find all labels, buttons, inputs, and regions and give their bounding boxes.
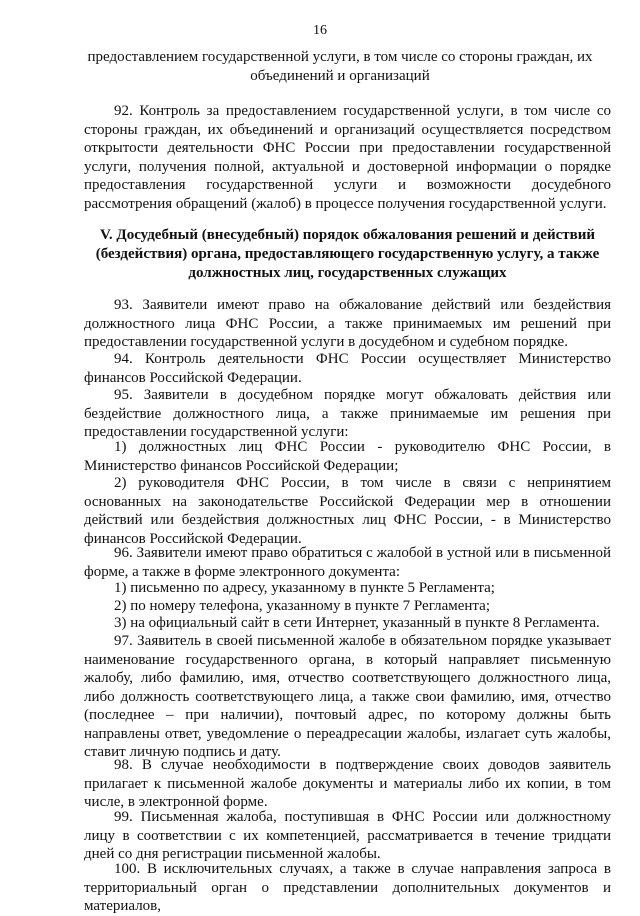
paragraph-95-item-2: 2) руководителя ФНС России, в том числе в связи с непринятием основанных на законодательстве Российской Федерации мер в отношении действий или бездействия должностных лиц ФНС России, - в Министерство финансов Российской Федерации. [84,475,611,547]
paragraph-94: 94. Контроль деятельности ФНС России осуществляет Министерство финансов Российской Федерации. [84,351,611,386]
paragraph-100: 100. В исключительных случаях, а также в случае направления запроса в территориальный орган о представлении дополнительных документов и материалов, [84,861,611,914]
continuation-line: объединений и организаций [250,67,430,84]
section-title-line: V. Досудебный (внесудебный) порядок обжалования решений и действий [99,227,595,243]
paragraph-93: 93. Заявители имеют право на обжалование действий или бездействия должностного лица ФНС России, а также принимаемых им решений при предоставлении государственной услуги в досудебном и судебном порядке. [84,297,611,350]
paragraph-99: 99. Письменная жалоба, поступившая в ФНС России или должностному лицу в соответствии с их компетенцией, рассматривается в течение тридцати дней со дня регистрации письменной жалобы. [84,809,611,862]
page-number: 16 [313,23,327,38]
paragraph-95: 95. Заявители в досудебном порядке могут обжаловать действия или бездействие должностного лица, а также принимаемые им решения при предоставлении государственной услуги: [84,387,611,440]
section-title-line: (бездействия) органа, предоставляющего государственную услугу, а также [95,246,600,262]
paragraph-96-item-3: 3) на официальный сайт в сети Интернет, указанный в пункте 8 Регламента. [114,615,600,631]
paragraph-96-item-1: 1) письменно по адресу, указанному в пункте 5 Регламента; [114,580,495,596]
paragraph-96: 96. Заявители имеют право обратиться с жалобой в устной или в письменной форме, а также в форме электронного документа: [84,545,611,580]
section-title-line: должностных лиц, государственных служащих [188,265,507,281]
paragraph-97: 97. Заявитель в своей письменной жалобе в обязательном порядке указывает наименование государственного органа, в который направляет письменную жалобу, либо фамилию, имя, отчество соответствующего должностного лица, либо должность соответствующего лица, а также свои фамилию, имя, отчество (последнее – при наличии), почтовый адрес, по которому должны быть направлены ответ, уведомление о переадресации жалобы, излагает суть жалобы, ставит личную подпись и дату. [84,633,611,760]
continuation-line: предоставлением государственной услуги, в том числе со стороны граждан, их [87,49,593,65]
paragraph-98: 98. В случае необходимости в подтверждение своих доводов заявитель прилагает к письменной жалобе документы и материалы либо их копии, в том числе, в электронной форме. [84,757,611,810]
section-title [84,226,611,283]
continuation-heading [60,48,620,85]
paragraph-95-item-1: 1) должностных лиц ФНС России - руководителю ФНС России, в Министерство финансов Российской Федерации; [84,439,611,474]
paragraph-96-item-2: 2) по номеру телефона, указанному в пункте 7 Регламента; [114,598,490,614]
paragraph-92: 92. Контроль за предоставлением государственной услуги, в том числе со стороны граждан, их объединений и организаций осуществляется посредством открытости деятельности ФНС России при предоставлении государственной услуги, получения полной, актуальной и достоверной информации о порядке предоставления государственной услуги и возможности досудебного рассмотрения обращений (жалоб) в процессе получения государственной услуги. [84,103,611,212]
